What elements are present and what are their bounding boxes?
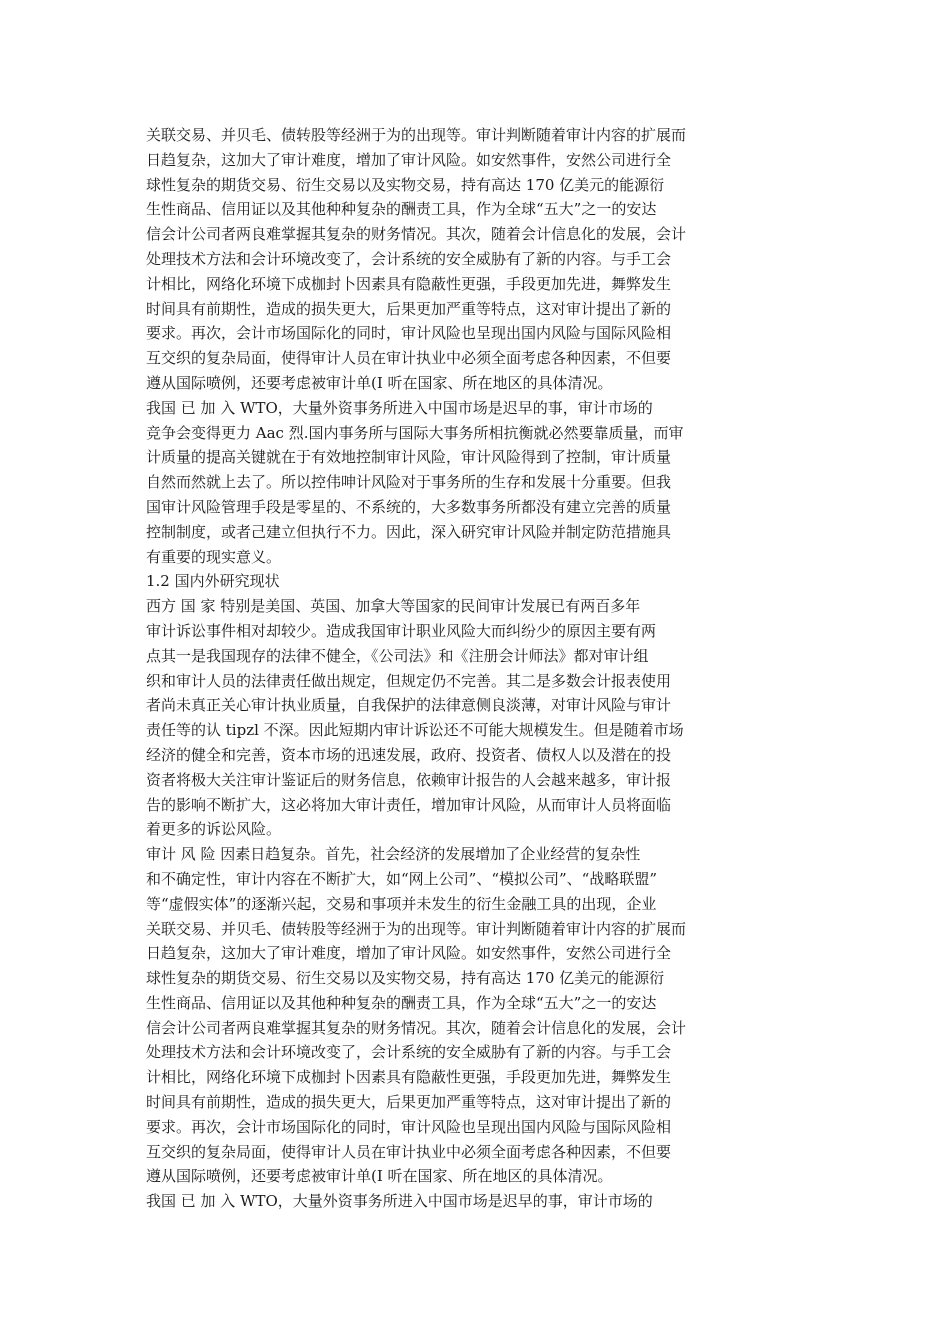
text-line: 计质量的提高关键就在于有效地控制审计风险，审计风险得到了控制，审计质量 [146,448,672,467]
text-line: 经济的健全和完善，资本市场的迅速发展，政府、投资者、债权人以及潜在的投 [146,745,672,764]
text-line: 要求。再次，会计市场国际化的同时，审计风险也呈现出国内风险与国际风险相 [146,1117,672,1136]
text-line: 竞争会变得更力 Aac 烈.国内事务所与国际大事务所相抗衡就必然要靠质量，而审 [146,423,684,442]
text-line: 日趋复杂，这加大了审计难度，增加了审计风险。如安然事件，安然公司进行全 [146,150,672,169]
text-line: 点其一是我国现存的法律不健全，《公司法》和《注册会计师法》都对审计组 [146,646,649,665]
text-line: 计相比，网络化环境下成枷封卜因素具有隐蔽性更强，手段更加先进，舞弊发生 [146,1068,672,1087]
text-line: 生性商品、信用证以及其他种种复杂的酬责工具，作为全球“五大”之一的安达 [146,200,657,219]
text-line: 审计 风 险 因素日趋复杂。首先，社会经济的发展增加了企业经营的复杂性 [146,845,641,864]
text-line: 着更多的诉讼风险。 [146,820,282,839]
text-line: 计相比，网络化环境下成枷封卜因素具有隐蔽性更强，手段更加先进，舞弊发生 [146,274,672,293]
text-line: 等“虚假实体”的逐渐兴起，交易和事项并未发生的衍生金融工具的出现，企业 [146,894,657,913]
text-line: 关联交易、并贝毛、债转股等经洲于为的出现等。审计判断随着审计内容的扩展而 [146,919,687,938]
text-line: 互交织的复杂局面，使得审计人员在审计执业中必须全面考虑各种因素，不但要 [146,349,672,368]
text-line: 1.2 国内外研究现状 [146,572,280,591]
text-line: 处理技术方法和会计环境改变了，会计系统的安全威胁有了新的内容。与手工会 [146,249,672,268]
text-line: 时间具有前期性，造成的损失更大，后果更加严重等特点，这对审计提出了新的 [146,299,672,318]
text-line: 审计诉讼事件相对却较少。造成我国审计职业风险大而纠纷少的原因主要有两 [146,621,657,640]
text-line: 球性复杂的期货交易、衍生交易以及实物交易，持有高达 170 亿美元的能源衍 [146,969,665,988]
text-line: 我国 已 加 入 WTO，大量外资事务所进入中国市场是迟早的事，审计市场的 [146,398,653,417]
text-line: 遵从国际喷例，还要考虑被审计单(I 听在国家、所在地区的具体清况。 [146,1167,613,1186]
text-line: 有重要的现实意义。 [146,547,282,566]
text-line: 生性商品、信用证以及其他种种复杂的酬责工具，作为全球“五大”之一的安达 [146,993,657,1012]
text-line: 日趋复杂，这加大了审计难度，增加了审计风险。如安然事件，安然公司进行全 [146,944,672,963]
text-line: 责任等的认 tipzl 不深。因此短期内审计诉讼还不可能大规模发生。但是随着市场 [146,721,684,740]
text-line: 资者将极大关注审计鉴证后的财务信息，依赖审计报告的人会越来越多，审计报 [146,770,672,789]
text-line: 织和审计人员的法律责任做出规定，但规定仍不完善。其二是多数会计报表使用 [146,671,672,690]
text-line: 互交织的复杂局面，使得审计人员在审计执业中必须全面考虑各种因素，不但要 [146,1142,672,1161]
text-line: 处理技术方法和会计环境改变了，会计系统的安全威胁有了新的内容。与手工会 [146,1043,672,1062]
text-line: 信会计公司者两良难掌握其复杂的财务情况。其次，随着会计信息化的发展，会计 [146,1018,687,1037]
text-line: 告的影响不断扩大，这必将加大审计责任，增加审计风险，从而审计人员将面临 [146,795,672,814]
text-line: 要求。再次，会计市场国际化的同时，审计风险也呈现出国内风险与国际风险相 [146,324,672,343]
text-line: 国审计风险管理手段是零星的、不系统的，大多数事务所都没有建立完善的质量 [146,497,672,516]
text-line: 遵从国际喷例，还要考虑被审计单(I 听在国家、所在地区的具体清况。 [146,373,613,392]
text-line: 者尚未真正关心审计执业质量，自我保护的法律意侧良淡薄，对审计风险与审计 [146,696,672,715]
text-line: 关联交易、并贝毛、债转股等经洲于为的出现等。审计判断随着审计内容的扩展而 [146,126,687,144]
text-line: 控制制度，或者己建立但执行不力。因此，深入研究审计风险并制定防范措施具 [146,522,672,541]
text-line: 自然而然就上去了。所以控伟呻计风险对于事务所的生存和发展十分重要。但我 [146,473,672,492]
text-line: 我国 已 加 入 WTO，大量外资事务所进入中国市场是迟早的事，审计市场的 [146,1192,653,1211]
text-line: 时间具有前期性，造成的损失更大，后果更加严重等特点，这对审计提出了新的 [146,1093,672,1112]
text-line: 信会计公司者两良难掌握其复杂的财务情况。其次，随着会计信息化的发展，会计 [146,225,687,244]
text-line: 球性复杂的期货交易、衍生交易以及实物交易，持有高达 170 亿美元的能源衍 [146,175,665,194]
text-line: 西方 国 家 特别是美国、英国、加拿大等国家的民间审计发展已有两百多年 [146,597,641,616]
text-line: 和不确定性，审计内容在不断扩大，如“网上公司”、“模拟公司”、“战略联盟” [146,869,658,888]
document-body [146,123,786,1214]
